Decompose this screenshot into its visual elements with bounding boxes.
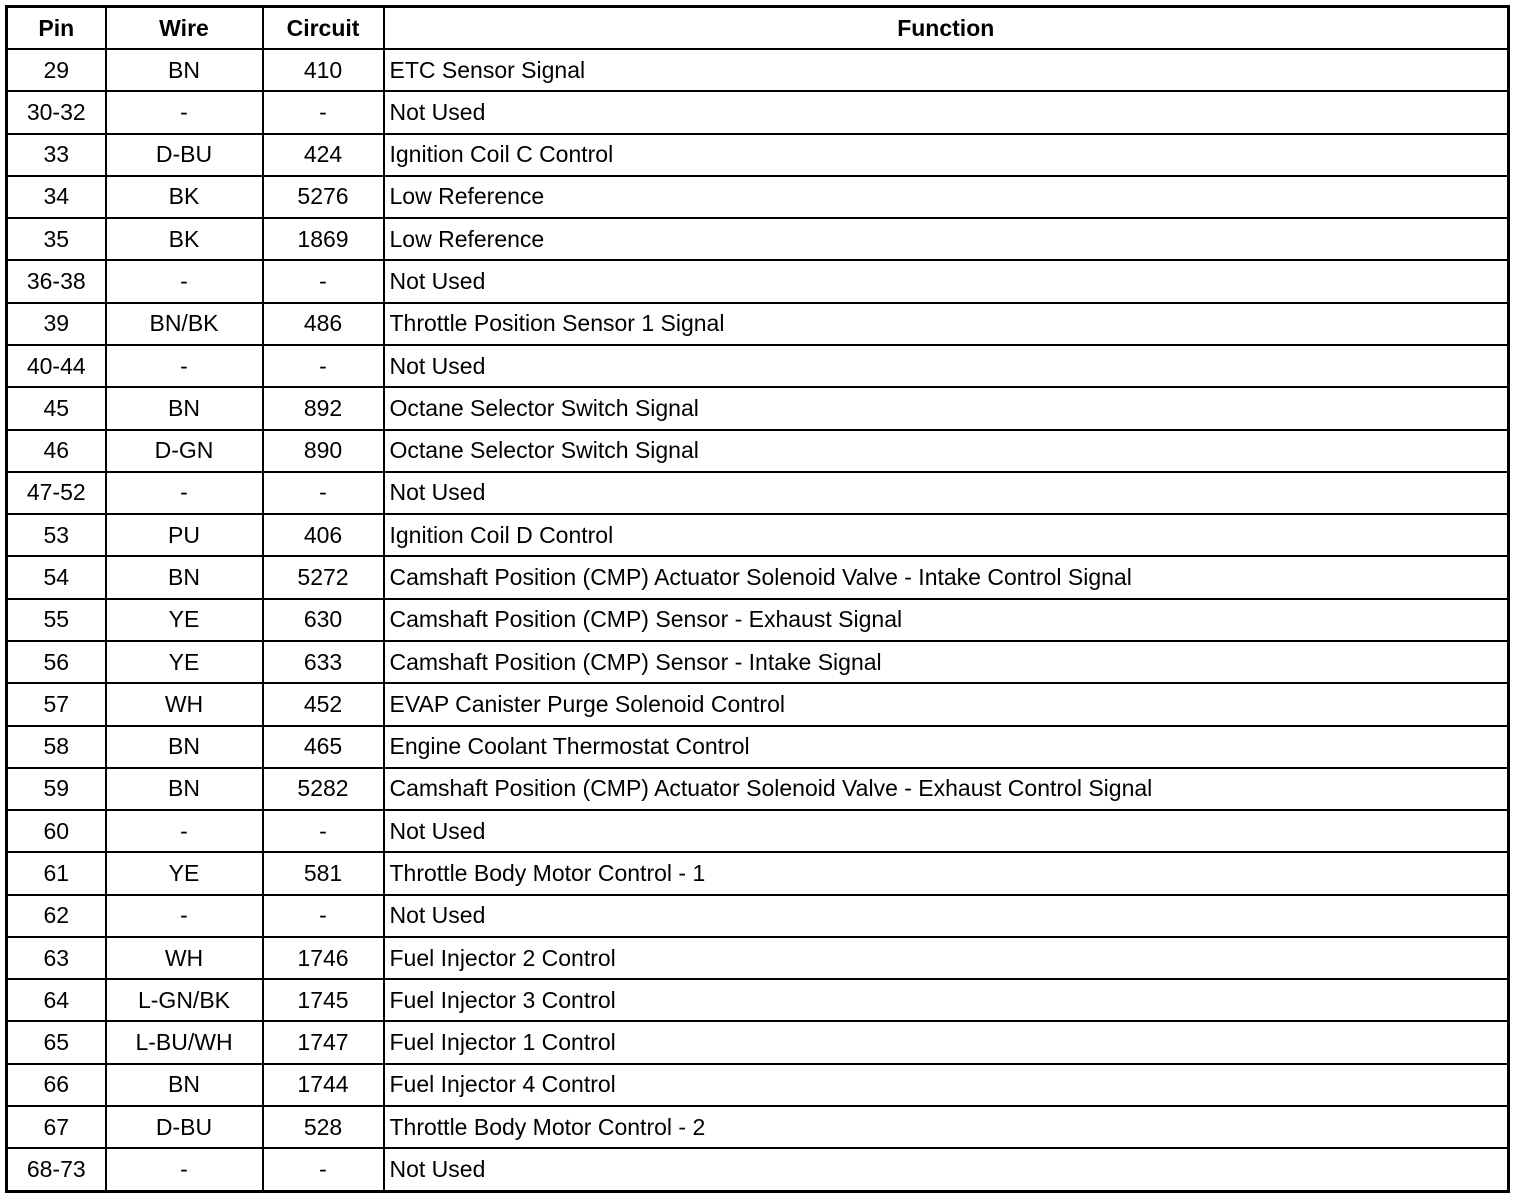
function-cell: Octane Selector Switch Signal — [384, 387, 1509, 429]
wire-cell: D-BU — [106, 1106, 263, 1148]
wire-cell: YE — [106, 599, 263, 641]
circuit-cell: - — [263, 260, 384, 302]
table-row — [7, 895, 1509, 937]
function-cell: Not Used — [384, 260, 1509, 302]
function-cell: Camshaft Position (CMP) Sensor - Intake Signal — [384, 641, 1509, 683]
function-cell: Low Reference — [384, 176, 1509, 218]
pin-cell: 39 — [7, 303, 106, 345]
pin-cell: 66 — [7, 1064, 106, 1106]
circuit-cell: - — [263, 810, 384, 852]
table-row — [7, 1021, 1509, 1063]
function-cell: Octane Selector Switch Signal — [384, 430, 1509, 472]
wire-cell: PU — [106, 514, 263, 556]
wire-cell: BN/BK — [106, 303, 263, 345]
column-header-function: Function — [384, 7, 1509, 50]
pin-cell: 33 — [7, 134, 106, 176]
wire-cell: - — [106, 91, 263, 133]
wire-cell: BN — [106, 556, 263, 598]
circuit-cell: 581 — [263, 852, 384, 894]
wire-cell: L-GN/BK — [106, 979, 263, 1021]
function-cell: Not Used — [384, 895, 1509, 937]
function-cell: Not Used — [384, 810, 1509, 852]
table-row — [7, 134, 1509, 176]
table-row — [7, 1064, 1509, 1106]
circuit-cell: 406 — [263, 514, 384, 556]
circuit-cell: 1747 — [263, 1021, 384, 1063]
wire-cell: WH — [106, 683, 263, 725]
pin-cell: 62 — [7, 895, 106, 937]
circuit-cell: 528 — [263, 1106, 384, 1148]
table-row — [7, 345, 1509, 387]
circuit-cell: 892 — [263, 387, 384, 429]
function-cell: Camshaft Position (CMP) Actuator Solenoid Valve - Exhaust Control Signal — [384, 768, 1509, 810]
table-row — [7, 599, 1509, 641]
pin-cell: 36-38 — [7, 260, 106, 302]
wire-cell: BK — [106, 176, 263, 218]
function-cell: Throttle Body Motor Control - 1 — [384, 852, 1509, 894]
pin-cell: 61 — [7, 852, 106, 894]
pin-cell: 46 — [7, 430, 106, 472]
table-row — [7, 430, 1509, 472]
pin-cell: 59 — [7, 768, 106, 810]
wire-cell: - — [106, 810, 263, 852]
function-cell: Fuel Injector 2 Control — [384, 937, 1509, 979]
table-row — [7, 1106, 1509, 1148]
pin-cell: 34 — [7, 176, 106, 218]
table-row — [7, 49, 1509, 91]
table-row — [7, 768, 1509, 810]
circuit-cell: 1746 — [263, 937, 384, 979]
table-row — [7, 218, 1509, 260]
pin-cell: 67 — [7, 1106, 106, 1148]
wire-cell: BN — [106, 49, 263, 91]
table-row — [7, 641, 1509, 683]
pin-cell: 56 — [7, 641, 106, 683]
wire-cell: - — [106, 260, 263, 302]
wire-cell: L-BU/WH — [106, 1021, 263, 1063]
function-cell: Throttle Position Sensor 1 Signal — [384, 303, 1509, 345]
pin-cell: 30-32 — [7, 91, 106, 133]
function-cell: Not Used — [384, 345, 1509, 387]
pin-cell: 53 — [7, 514, 106, 556]
function-cell: Throttle Body Motor Control - 2 — [384, 1106, 1509, 1148]
circuit-cell: 630 — [263, 599, 384, 641]
pin-cell: 29 — [7, 49, 106, 91]
pin-cell: 40-44 — [7, 345, 106, 387]
circuit-cell: 633 — [263, 641, 384, 683]
table-row — [7, 514, 1509, 556]
pin-cell: 54 — [7, 556, 106, 598]
function-cell: EVAP Canister Purge Solenoid Control — [384, 683, 1509, 725]
function-cell: Not Used — [384, 472, 1509, 514]
table-row — [7, 852, 1509, 894]
function-cell: Fuel Injector 3 Control — [384, 979, 1509, 1021]
function-cell: Fuel Injector 1 Control — [384, 1021, 1509, 1063]
circuit-cell: 5272 — [263, 556, 384, 598]
function-cell: Low Reference — [384, 218, 1509, 260]
pin-cell: 65 — [7, 1021, 106, 1063]
wire-cell: YE — [106, 852, 263, 894]
circuit-cell: 486 — [263, 303, 384, 345]
wire-cell: D-GN — [106, 430, 263, 472]
table-row — [7, 387, 1509, 429]
function-cell: Fuel Injector 4 Control — [384, 1064, 1509, 1106]
pin-cell: 63 — [7, 937, 106, 979]
function-cell: Camshaft Position (CMP) Actuator Solenoid Valve - Intake Control Signal — [384, 556, 1509, 598]
circuit-cell: 5276 — [263, 176, 384, 218]
wire-cell: - — [106, 472, 263, 514]
circuit-cell: 1744 — [263, 1064, 384, 1106]
wire-cell: - — [106, 345, 263, 387]
pin-cell: 57 — [7, 683, 106, 725]
wire-cell: YE — [106, 641, 263, 683]
wire-cell: BN — [106, 768, 263, 810]
table-row — [7, 937, 1509, 979]
pin-cell: 60 — [7, 810, 106, 852]
pin-cell: 45 — [7, 387, 106, 429]
pin-cell: 55 — [7, 599, 106, 641]
circuit-cell: 465 — [263, 726, 384, 768]
circuit-cell: - — [263, 91, 384, 133]
wire-cell: - — [106, 1148, 263, 1191]
column-header-pin: Pin — [7, 7, 106, 50]
circuit-cell: 890 — [263, 430, 384, 472]
function-cell: Engine Coolant Thermostat Control — [384, 726, 1509, 768]
table-row — [7, 683, 1509, 725]
pin-cell: 47-52 — [7, 472, 106, 514]
connector-pinout-table — [5, 5, 1510, 1193]
wire-cell: BK — [106, 218, 263, 260]
pin-cell: 58 — [7, 726, 106, 768]
column-header-circuit: Circuit — [263, 7, 384, 50]
function-cell: Not Used — [384, 1148, 1509, 1191]
wire-cell: D-BU — [106, 134, 263, 176]
pin-cell: 68-73 — [7, 1148, 106, 1191]
pin-cell: 64 — [7, 979, 106, 1021]
circuit-cell: 452 — [263, 683, 384, 725]
table-row — [7, 176, 1509, 218]
wire-cell: WH — [106, 937, 263, 979]
table-row — [7, 556, 1509, 598]
function-cell: Ignition Coil D Control — [384, 514, 1509, 556]
circuit-cell: 424 — [263, 134, 384, 176]
wire-cell: - — [106, 895, 263, 937]
function-cell: Ignition Coil C Control — [384, 134, 1509, 176]
table-body — [7, 49, 1509, 1192]
table-row — [7, 303, 1509, 345]
table-row — [7, 1148, 1509, 1191]
table-row — [7, 726, 1509, 768]
table-header-row — [7, 7, 1509, 50]
table-row — [7, 91, 1509, 133]
function-cell: Camshaft Position (CMP) Sensor - Exhaust Signal — [384, 599, 1509, 641]
circuit-cell: - — [263, 472, 384, 514]
pin-cell: 35 — [7, 218, 106, 260]
circuit-cell: 5282 — [263, 768, 384, 810]
table-row — [7, 472, 1509, 514]
circuit-cell: - — [263, 1148, 384, 1191]
table-row — [7, 260, 1509, 302]
function-cell: ETC Sensor Signal — [384, 49, 1509, 91]
circuit-cell: 1745 — [263, 979, 384, 1021]
column-header-wire: Wire — [106, 7, 263, 50]
circuit-cell: - — [263, 345, 384, 387]
wire-cell: BN — [106, 387, 263, 429]
function-cell: Not Used — [384, 91, 1509, 133]
circuit-cell: 1869 — [263, 218, 384, 260]
wire-cell: BN — [106, 1064, 263, 1106]
table-row — [7, 810, 1509, 852]
table-row — [7, 979, 1509, 1021]
circuit-cell: - — [263, 895, 384, 937]
circuit-cell: 410 — [263, 49, 384, 91]
wire-cell: BN — [106, 726, 263, 768]
